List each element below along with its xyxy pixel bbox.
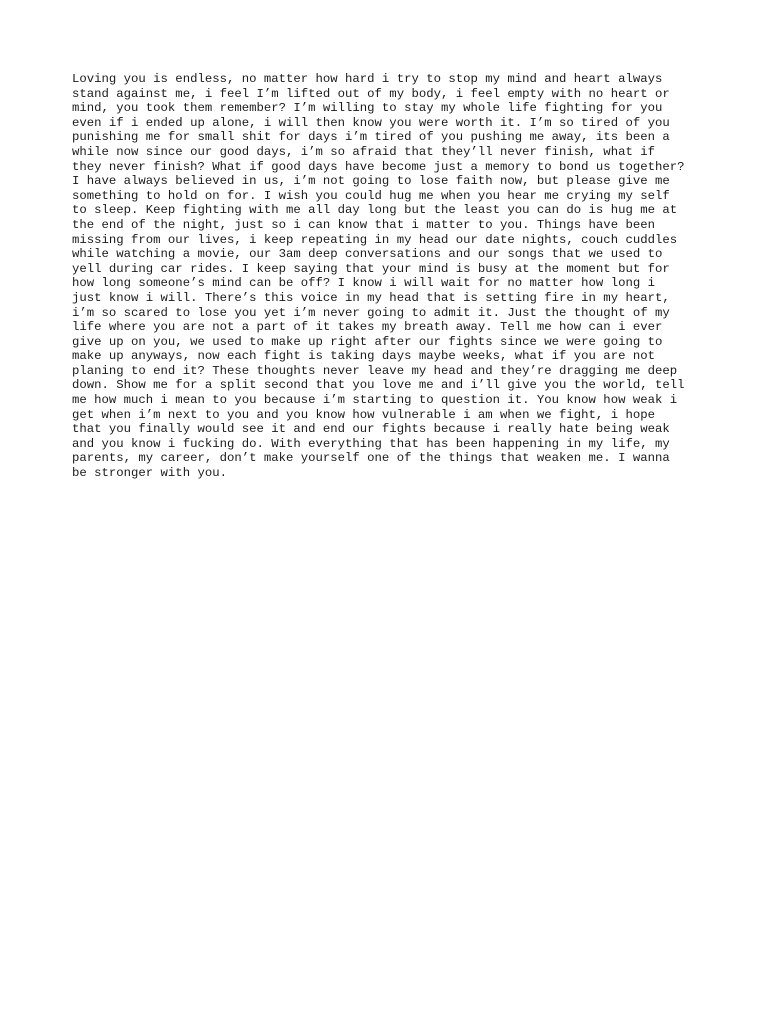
text-line: just know i will. There’s this voice in my head that is setting fire in my heart,	[72, 290, 670, 305]
text-line: parents, my career, don’t make yourself one of the things that weaken me. I wanna	[72, 451, 670, 466]
text-line: be stronger with you.	[72, 466, 227, 481]
body-text	[72, 72, 712, 481]
text-line: and you know i fucking do. With everything that has been happening in my life, my	[72, 436, 670, 451]
text-line: planing to end it? These thoughts never leave my head and they’re dragging me deep	[72, 363, 678, 378]
text-line: that you finally would see it and end our fights because i really hate being weak	[72, 422, 670, 437]
text-line: the end of the night, just so i can know that i matter to you. Things have been	[72, 217, 655, 232]
text-line: to sleep. Keep fighting with me all day long but the least you can do is hug me at	[72, 203, 678, 218]
text-line: how long someone’s mind can be off? I know i will wait for no matter how long i	[72, 276, 655, 291]
text-line: they never finish? What if good days have become just a memory to bond us together?	[72, 159, 685, 174]
text-line: even if i ended up alone, i will then know you were worth it. I’m so tired of you	[72, 115, 670, 130]
text-line: life where you are not a part of it takes my breath away. Tell me how can i ever	[72, 320, 663, 335]
text-line: i’m so scared to lose you yet i’m never going to admit it. Just the thought of my	[72, 305, 670, 320]
text-line: missing from our lives, i keep repeating in my head our date nights, couch cuddles	[72, 232, 678, 247]
text-line: Loving you is endless, no matter how hard i try to stop my mind and heart always	[72, 72, 663, 86]
text-line: something to hold on for. I wish you could hug me when you hear me crying my self	[72, 188, 670, 203]
text-line: make up anyways, now each fight is taking days maybe weeks, what if you are not	[72, 349, 655, 364]
text-line: down. Show me for a split second that you love me and i’ll give you the world, tell	[72, 378, 685, 393]
text-line: give up on you, we used to make up right after our fights since we were going to	[72, 334, 663, 349]
text-line: punishing me for small shit for days i’m tired of you pushing me away, its been a	[72, 130, 670, 145]
text-line: while now since our good days, i’m so afraid that they’ll never finish, what if	[72, 144, 655, 159]
text-line: I have always believed in us, i’m not going to lose faith now, but please give me	[72, 174, 670, 189]
text-line: yell during car rides. I keep saying that your mind is busy at the moment but for	[72, 261, 670, 276]
text-line: get when i’m next to you and you know how vulnerable i am when we fight, i hope	[72, 407, 655, 422]
text-line: me how much i mean to you because i’m starting to question it. You know how weak i	[72, 393, 678, 408]
text-line: while watching a movie, our 3am deep conversations and our songs that we used to	[72, 247, 663, 262]
text-line: stand against me, i feel I’m lifted out of my body, i feel empty with no heart or	[72, 86, 670, 101]
text-line: mind, you took them remember? I’m willing to stay my whole life fighting for you	[72, 101, 663, 116]
